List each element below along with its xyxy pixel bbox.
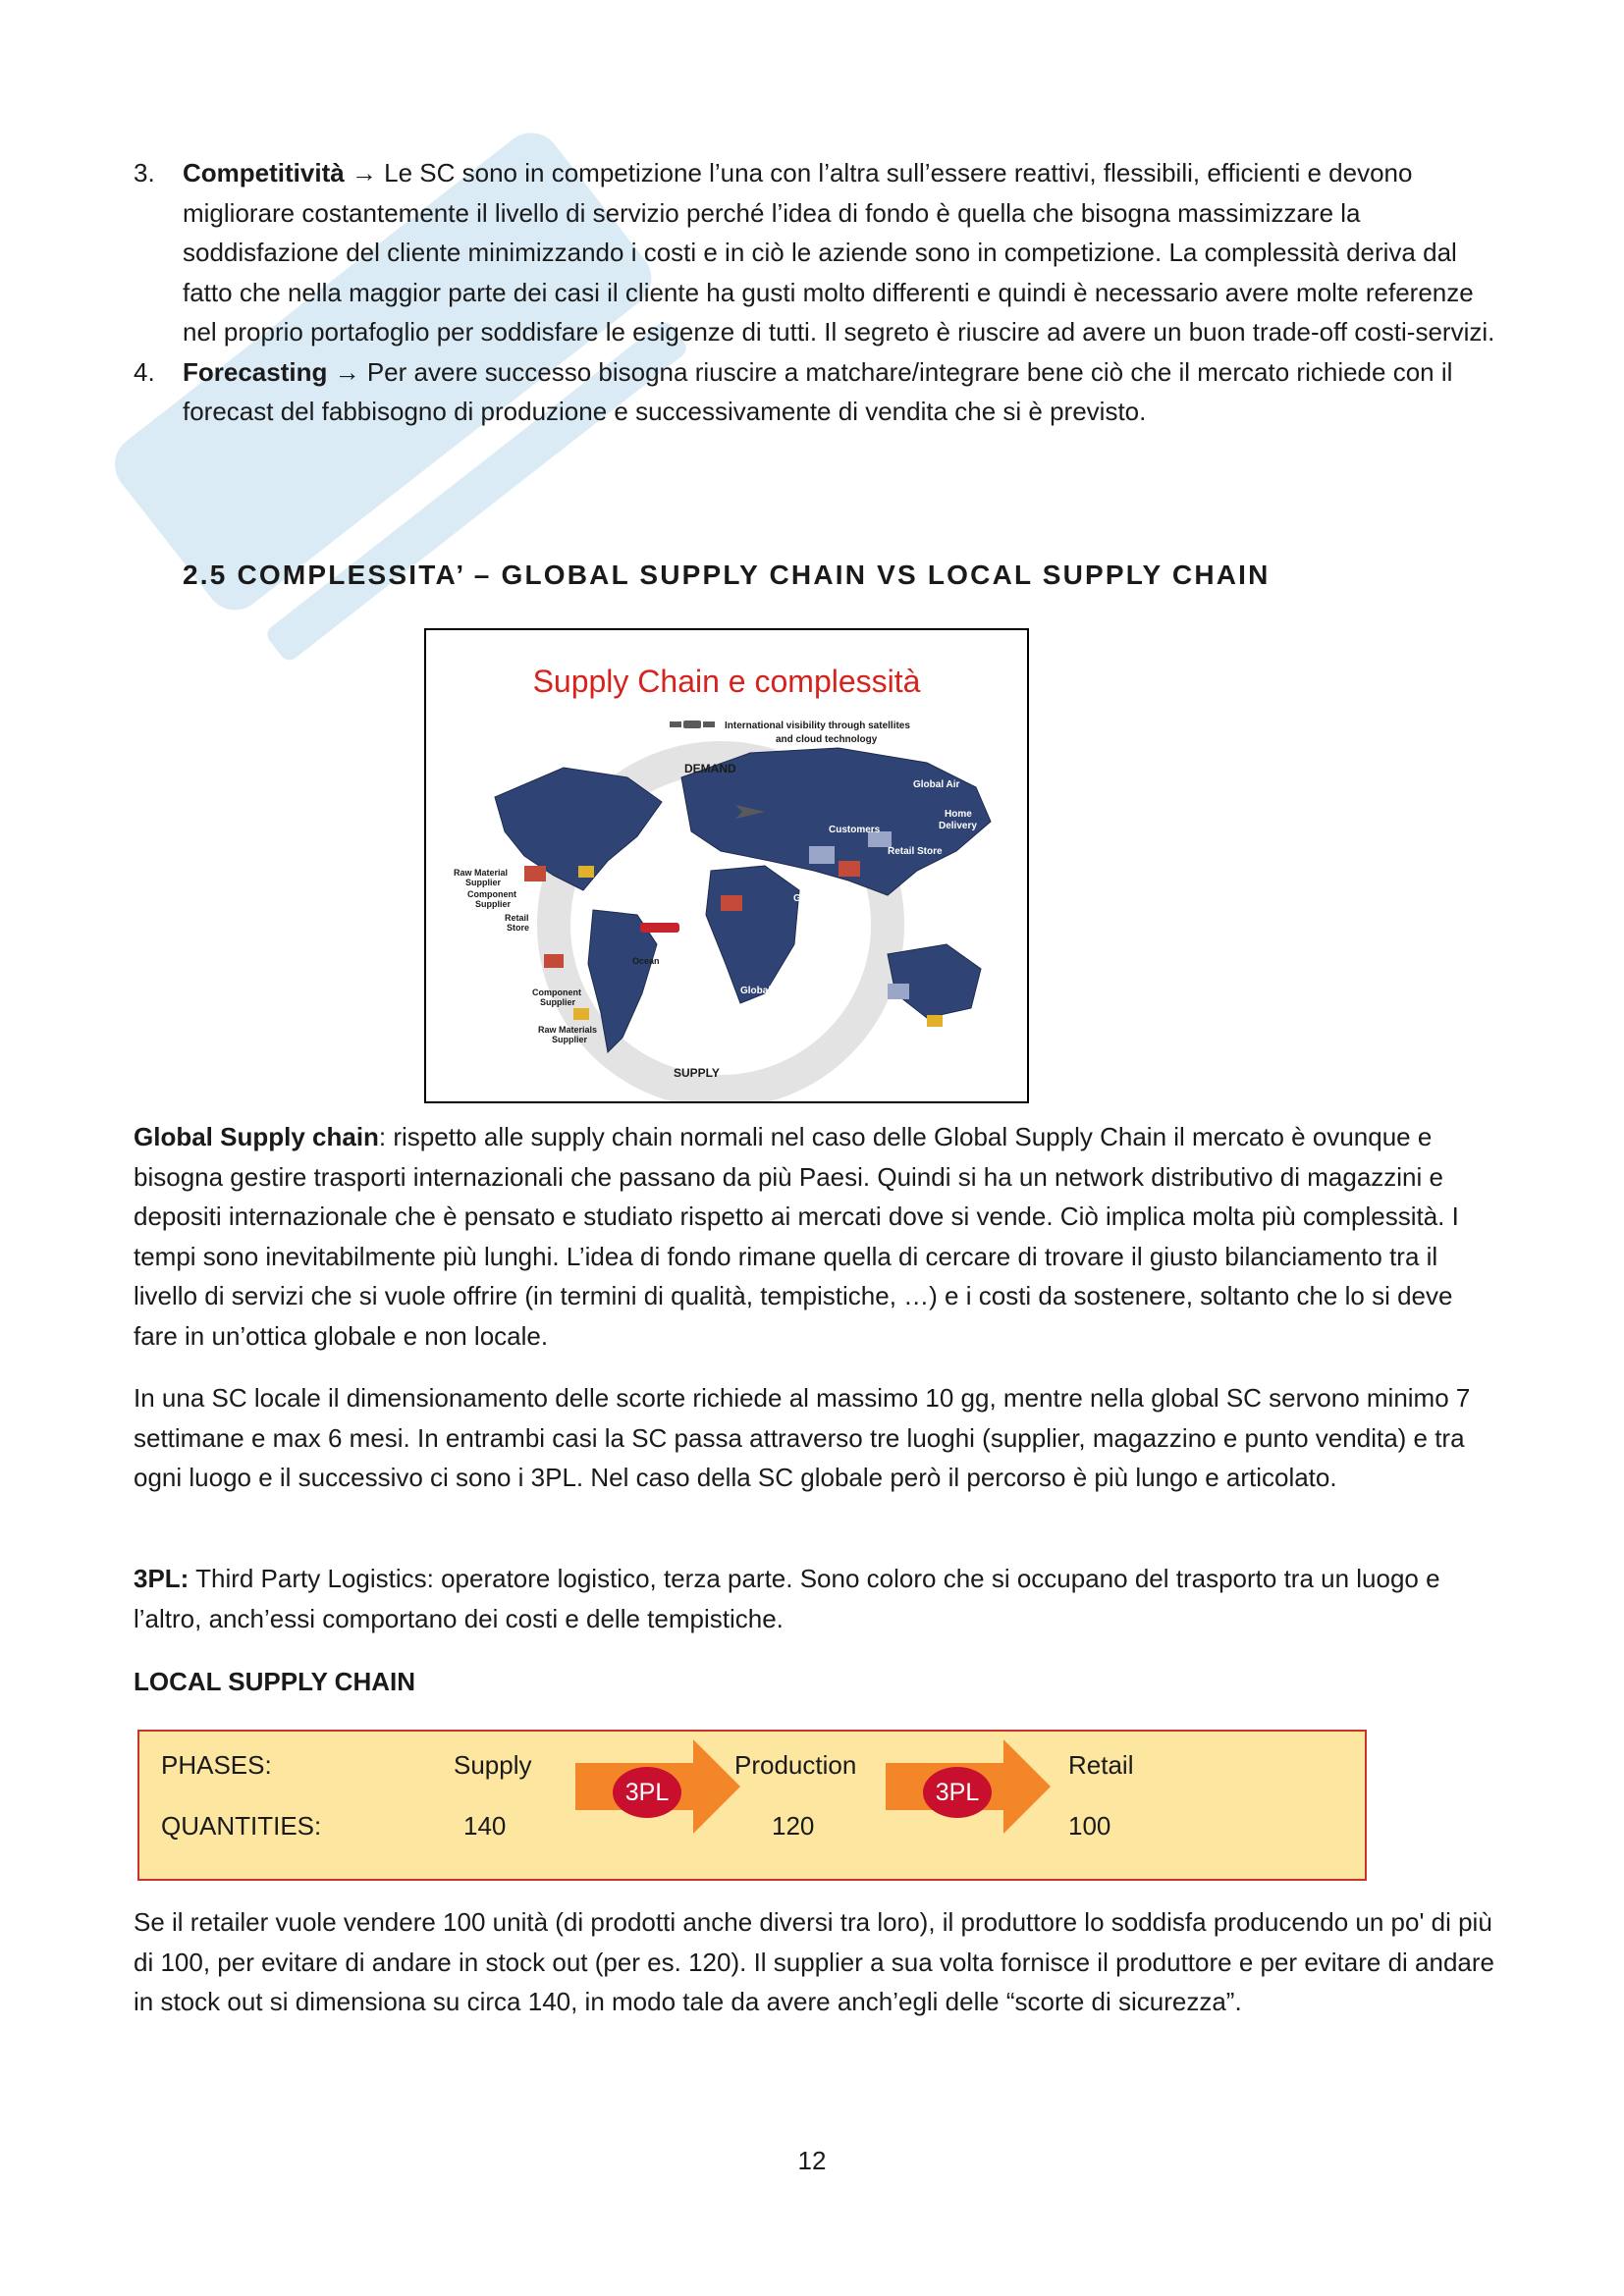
map-label: Store: [507, 923, 530, 933]
final-paragraph: Se il retailer vuole vendere 100 unità (di prodotti anche diversi tra loro), il produttore lo soddisfa producendo un po' di più di 100, per evitare di andare in stock out (per es. 120). Il supplier a sua volta fornisce il produttore e per evitare di andare in stock out si dimensiona su circa 140, in modo tale da avere anch’egli delle “scorte di sicurezza”.: [134, 1907, 1494, 2016]
global-supply-paragraph: [134, 1117, 1502, 1356]
map-label: Retail Store: [888, 846, 943, 857]
map-label: Raw Material: [454, 868, 509, 878]
tpl-text: Third Party Logistics: operatore logistico, terza parte. Sono coloro che si occupano del trasporto tra un luogo e l’altro, anch’essi comportano dei costi e delle tempistiche.: [134, 1564, 1440, 1633]
world-map-illustration: [426, 630, 1027, 1101]
list-item: [134, 352, 1498, 432]
section-heading: 2.5 COMPLESSITA’ – GLOBAL SUPPLY CHAIN VS LOCAL SUPPLY CHAIN: [183, 560, 1271, 590]
global-supply-term: Global Supply chain: [134, 1122, 379, 1151]
list-term: Forecasting: [183, 356, 328, 387]
list-text: Per avere successo bisogna riuscire a matchare/integrare bene ciò che il mercato richiede con il forecast del fabbisogno di produzione e successivamente di vendita che si è previsto.: [183, 356, 1453, 426]
supply-chain-figure: [424, 628, 1029, 1103]
map-label: Global: [740, 986, 772, 996]
list-number: 3.: [134, 158, 155, 187]
tpl-badge: 3PL: [613, 1767, 681, 1818]
map-label: Supplier: [552, 1035, 588, 1044]
supply-label: SUPPLY: [674, 1066, 720, 1080]
tpl-term: 3PL:: [134, 1564, 189, 1593]
quantities-label: QUANTITIES:: [161, 1811, 322, 1841]
satellite-caption: International visibility through satellites: [725, 721, 910, 731]
numbered-list: [134, 153, 1498, 432]
list-text: Le SC sono in competizione l’una con l’altra sull’essere reattivi, flessibili, efficienti e devono migliorare costantemente il livello di servizio perché l’idea di fondo è quella che bisogna massimizzare la soddisfazione del cliente minimizzando i costi e in ciò le aziende sono in competizione. La complessità deriva dal fatto che nella maggior parte dei casi il cliente ha gusti molto differenti e quindi è necessario avere molte referenze nel proprio portafoglio per soddisfare le esigenze di tutti. Il segreto è riuscire ad avere un buon trade-off costi-servizi.: [183, 158, 1495, 347]
map-label: Global Air: [913, 779, 960, 790]
local-sc-paragraph: In una SC locale il dimensionamento delle scorte richiede al massimo 10 gg, mentre nella global SC servono minimo 7 settimane e max 6 mesi. In entrambi casi la SC passa attraverso tre luoghi (supplier, magazzino e punto vendita) e tra ogni luogo e il successivo ci sono i 3PL. Nel caso della SC globale però il percorso è più lungo e articolato.: [134, 1383, 1471, 1492]
quantity-production: 120: [772, 1811, 815, 1841]
phase-supply: Supply: [454, 1750, 532, 1780]
map-label: Customers: [829, 825, 881, 835]
map-label: Home: [945, 809, 972, 820]
list-number: 4.: [134, 356, 155, 387]
figure-title: Supply Chain e complessità: [532, 664, 921, 699]
list-term: Competitività: [183, 158, 345, 187]
demand-label: DEMAND: [684, 762, 736, 775]
tpl-paragraph: [134, 1559, 1502, 1638]
map-label: DC: [750, 999, 765, 1010]
arrow-glyph: →: [334, 356, 360, 387]
map-label: Raw Materials: [538, 1025, 598, 1035]
map-label: Component: [467, 889, 516, 899]
phases-label: PHASES:: [161, 1750, 272, 1780]
map-label: Supplier: [475, 899, 512, 909]
satellite-caption: and cloud technology: [776, 734, 878, 745]
tpl-badge: 3PL: [923, 1767, 992, 1818]
map-label: Supplier: [540, 997, 576, 1007]
map-label: Delivery: [939, 821, 977, 831]
phase-production: Production: [734, 1750, 857, 1780]
map-label: Ocean: [632, 956, 660, 966]
arrow-glyph: →: [351, 158, 377, 187]
quantity-supply: 140: [463, 1811, 507, 1841]
map-label: Component: [532, 988, 581, 997]
quantity-retail: 100: [1068, 1811, 1111, 1841]
list-item: [134, 153, 1498, 352]
map-label: Global DC: [793, 893, 841, 904]
local-supply-chain-heading: LOCAL SUPPLY CHAIN: [134, 1667, 416, 1696]
map-label: Supplier: [465, 878, 502, 887]
global-supply-text: : rispetto alle supply chain normali nel caso delle Global Supply Chain il mercato è ovunque e bisogna gestire trasporti internazionali che passano da più Paesi. Quindi si ha un network distributivo di magazzini e depositi internazionale che è pensato e studiato rispetto ai mercati dove si vende. Ciò implica molta più complessità. I tempi sono inevitabilmente più lunghi. L’idea di fondo rimane quella di cercare di trovare il giusto bilanciamento tra il livello di servizi che si vuole offrire (in termini di qualità, tempistiche, …) e i costi da sostenere, soltanto che lo si deve fare in un’ottica globale e non locale.: [134, 1122, 1459, 1351]
map-label: Retail: [505, 913, 529, 923]
page-number: 12: [797, 2146, 827, 2175]
phase-retail: Retail: [1068, 1750, 1134, 1780]
local-supply-chain-scheme: [137, 1730, 1367, 1881]
